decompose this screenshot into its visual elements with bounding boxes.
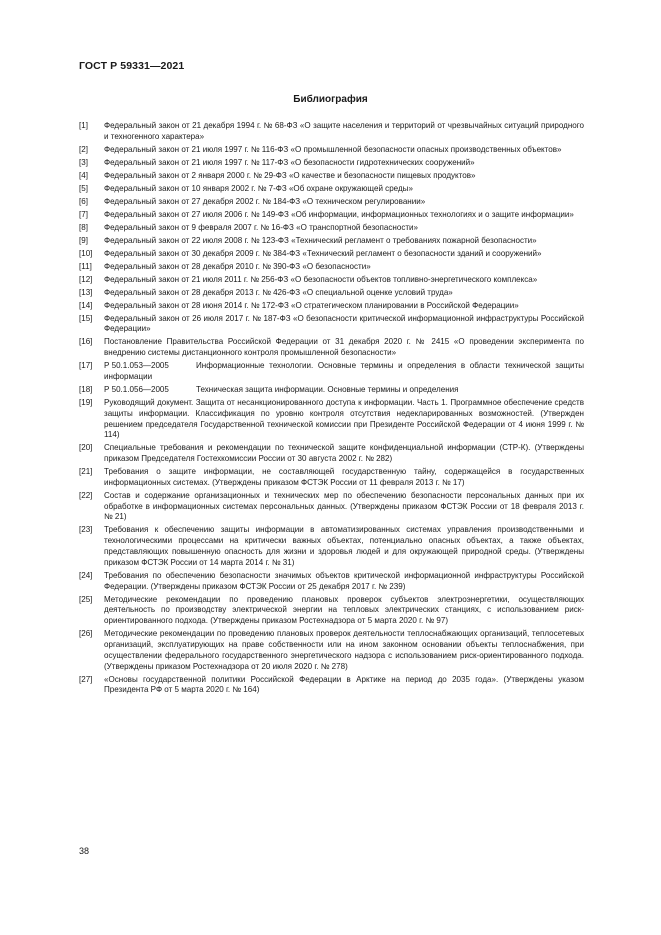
entry-text-block xyxy=(104,443,584,465)
entry-text: Федеральный закон от 22 июля 2008 г. № 123-ФЗ «Технический регламент о требованиях пожарной безопасности» xyxy=(104,235,537,245)
entry-text-block xyxy=(104,385,584,396)
entry-text: Требования о защите информации, не составляющей государственную тайну, содержащейся в государственных информационных системах. (Утверждены приказом ФСТЭК России от 11 февраля 2013 г. № 17) xyxy=(104,467,584,487)
bibliography-entry xyxy=(79,145,584,156)
entry-text: Федеральный закон от 30 декабря 2009 г. № 384-ФЗ «Технический регламент о безопасности зданий и сооружений» xyxy=(104,248,542,258)
entry-document-code: Р 50.1.053—2005 xyxy=(104,361,169,371)
entry-text: Состав и содержание организационных и технических мер по обеспечению безопасности персональных данных при их обработке в информационных системах персональных данных. (Утверждены приказом ФСТЭК России от 18 февраля 2013 г. № 21) xyxy=(104,490,584,522)
bibliography-entry xyxy=(79,595,584,627)
entry-text: Специальные требования и рекомендации по технической защите конфиденциальной информации (СТР-К). (Утверждены приказом Председателя Гостехкомиссии России от 30 августа 2002 г. № 282) xyxy=(104,443,584,464)
entry-document-code: Р 50.1.056—2005 xyxy=(104,384,169,394)
entry-text-block xyxy=(104,629,584,672)
entry-text: Федеральный закон от 28 декабря 2010 г. № 390-ФЗ «О безопасности» xyxy=(104,261,371,271)
entry-text: Техническая защита информации. Основные термины и определения xyxy=(196,384,459,394)
entry-number: [16] xyxy=(79,337,93,347)
entry-number: [10] xyxy=(79,248,93,258)
entry-text: Информационные технологии. Основные термины и определения в области технической защиты информации xyxy=(104,361,584,381)
entry-text: Федеральный закон от 2 января 2000 г. № 29-ФЗ «О качестве и безопасности пищевых продуктов» xyxy=(104,170,476,180)
entry-number: [19] xyxy=(79,397,93,407)
entry-text: Федеральный закон от 27 июля 2006 г. № 149-ФЗ «Об информации, информационных технологиях и о защите информации» xyxy=(104,209,574,219)
entry-number: [2] xyxy=(79,144,88,154)
entry-text: Федеральный закон от 21 июля 1997 г. № 116-ФЗ «О промышленной безопасности опасных производственных объектов» xyxy=(104,144,562,154)
entry-number: [22] xyxy=(79,490,93,500)
bibliography-title: Библиография xyxy=(293,94,368,105)
bibliography-entry xyxy=(79,337,584,359)
entry-text-block xyxy=(104,361,584,383)
entry-text: Федеральный закон от 21 июля 2011 г. № 256-ФЗ «О безопасности объектов топливно-энергетического комплекса» xyxy=(104,274,538,284)
entry-text: Методические рекомендации по проведению плановых проверок субъектов электроэнергетики, осуществляющих деятельность по производству электрической энергии на тепловых электрических станциях, с использованием риск-ориентированного подхода. (Утверждены приказом Ростехнадзора от 5 марта 2020 г. № 97) xyxy=(104,594,584,626)
bibliography-entry xyxy=(79,675,584,697)
entry-text: Методические рекомендации по проведению плановых проверок деятельности теплоснабжающих организаций, теплосетевых организаций, эксплуатирующих на праве собственности или на ином законном основании объекты теплоснабжения, при осуществлении федерального государственного энергетического надзора с использованием риск-ориентированного подхода. (Утверждены приказом Ростехнадзора от 20 июля 2020 г. № 278) xyxy=(104,629,584,671)
entry-number: [24] xyxy=(79,570,93,580)
entry-text-block xyxy=(104,262,584,273)
bibliography-entry xyxy=(79,571,584,593)
entry-text: «Основы государственной политики Российской Федерации в Арктике на период до 2035 года». (Утверждены указом Президента РФ от 5 марта 2020 г. № 164) xyxy=(104,674,584,695)
entry-number: [11] xyxy=(79,261,92,271)
bibliography-entry xyxy=(79,385,584,396)
entry-text-block xyxy=(104,223,584,234)
bibliography-entry xyxy=(79,491,584,523)
entry-text-block xyxy=(104,275,584,286)
entry-text-block xyxy=(104,184,584,195)
bibliography-entry xyxy=(79,197,584,208)
bibliography-entry xyxy=(79,314,584,336)
entry-text-block xyxy=(104,467,584,489)
bibliography-entry xyxy=(79,249,584,260)
entry-number: [26] xyxy=(79,629,93,639)
entry-text: Требования к обеспечению защиты информации в автоматизированных системах управления производственными и технологическими процессами на критически важных объектах, потенциально опасных объектах, а также объектах, представляющих повышенную опасность для жизни и здоровья людей и для окружающей природной среды. (Утверждены приказом ФСТЭК России от 14 марта 2014 г. № 31) xyxy=(104,525,584,567)
entry-number: [17] xyxy=(79,361,93,371)
entry-text-block xyxy=(104,301,584,312)
entry-text-block xyxy=(104,571,584,593)
entry-text: Руководящий документ. Защита от несанкционированного доступа к информации. Часть 1. Программное обеспечение средств защиты информации. Классификация по уровню контроля отсутствия недекларированных возможностей. (Утвержден решением председателя Государственной технической комиссии при Президенте Российской Федерации от 4 июня 1999 г. № 114) xyxy=(104,397,584,440)
entry-text: Федеральный закон от 26 июля 2017 г. № 187-ФЗ «О безопасности критической информационной инфраструктуры Российской Федерации» xyxy=(104,313,584,334)
entry-text-block xyxy=(104,197,584,208)
entry-number: [23] xyxy=(79,525,93,535)
entry-number: [13] xyxy=(79,287,93,297)
entry-text-block xyxy=(104,210,584,221)
entry-text-block xyxy=(104,158,584,169)
entry-text-block xyxy=(104,249,584,260)
entry-text: Постановление Правительства Российской Федерации от 31 декабря 2020 г. № 2415 «О проведении эксперимента по внедрению системы дистанционного контроля промышленной безопасности» xyxy=(104,337,584,358)
entry-number: [3] xyxy=(79,157,88,167)
bibliography-entry xyxy=(79,288,584,299)
bibliography-entry xyxy=(79,275,584,286)
entry-text: Федеральный закон от 21 июля 1997 г. № 117-ФЗ «О безопасности гидротехнических сооружений» xyxy=(104,157,475,167)
page-number: 38 xyxy=(79,846,90,856)
entry-text: Федеральный закон от 10 января 2002 г. № 7-ФЗ «Об охране окружающей среды» xyxy=(104,183,413,193)
entry-text-block xyxy=(104,595,584,627)
bibliography-entry xyxy=(79,210,584,221)
bibliography-entry xyxy=(79,171,584,182)
entry-number: [8] xyxy=(79,222,88,232)
bibliography-entry xyxy=(79,629,584,672)
entry-text: Федеральный закон от 9 февраля 2007 г. № 16-ФЗ «О транспортной безопасности» xyxy=(104,222,419,232)
entry-number: [18] xyxy=(79,384,93,394)
entry-text-block xyxy=(104,491,584,523)
entry-number: [5] xyxy=(79,183,88,193)
entry-number: [25] xyxy=(79,594,93,604)
entry-text: Федеральный закон от 27 декабря 2002 г. № 184-ФЗ «О техническом регулировании» xyxy=(104,196,426,206)
entry-text-block xyxy=(104,171,584,182)
bibliography-entry xyxy=(79,262,584,273)
entry-text: Федеральный закон от 28 декабря 2013 г. № 426-ФЗ «О специальной оценке условий труда» xyxy=(104,287,453,297)
entry-text-block xyxy=(104,314,584,336)
entry-text: Федеральный закон от 28 июня 2014 г. № 172-ФЗ «О стратегическом планировании в Российской Федерации» xyxy=(104,300,519,310)
entry-text-block xyxy=(104,525,584,568)
bibliography-entry xyxy=(79,121,584,143)
entry-number: [7] xyxy=(79,209,88,219)
entry-number: [9] xyxy=(79,235,88,245)
bibliography-entry xyxy=(79,443,584,465)
bibliography-entry xyxy=(79,301,584,312)
entry-text-block xyxy=(104,675,584,697)
entry-text-block xyxy=(104,337,584,359)
bibliography-entry xyxy=(79,467,584,489)
bibliography-list xyxy=(79,121,584,698)
entry-text-block xyxy=(104,288,584,299)
bibliography-entry xyxy=(79,398,584,441)
entry-text-block xyxy=(104,236,584,247)
bibliography-entry xyxy=(79,361,584,383)
bibliography-entry xyxy=(79,158,584,169)
bibliography-entry xyxy=(79,184,584,195)
entry-number: [1] xyxy=(79,121,88,130)
document-header: ГОСТ Р 59331—2021 xyxy=(79,60,185,72)
entry-number: [15] xyxy=(79,313,93,323)
entry-text-block xyxy=(104,145,584,156)
entry-number: [4] xyxy=(79,170,88,180)
bibliography-entry xyxy=(79,236,584,247)
entry-number: [21] xyxy=(79,467,93,477)
entry-number: [6] xyxy=(79,196,88,206)
bibliography-entry xyxy=(79,525,584,568)
bibliography-entry xyxy=(79,223,584,234)
entry-text: Требования по обеспечению безопасности значимых объектов критической информационной инфраструктуры Российской Федерации. (Утверждены приказом ФСТЭК России от 25 декабря 2017 г. № 239) xyxy=(104,570,584,591)
entry-text: Федеральный закон от 21 декабря 1994 г. № 68-ФЗ «О защите населения и территорий от чрезвычайных ситуаций природного и техногенного характера» xyxy=(104,121,584,141)
entry-text-block xyxy=(104,398,584,441)
entry-text-block xyxy=(104,121,584,143)
entry-number: [20] xyxy=(79,443,93,453)
entry-number: [27] xyxy=(79,674,93,684)
entry-number: [12] xyxy=(79,274,93,284)
entry-number: [14] xyxy=(79,300,93,310)
